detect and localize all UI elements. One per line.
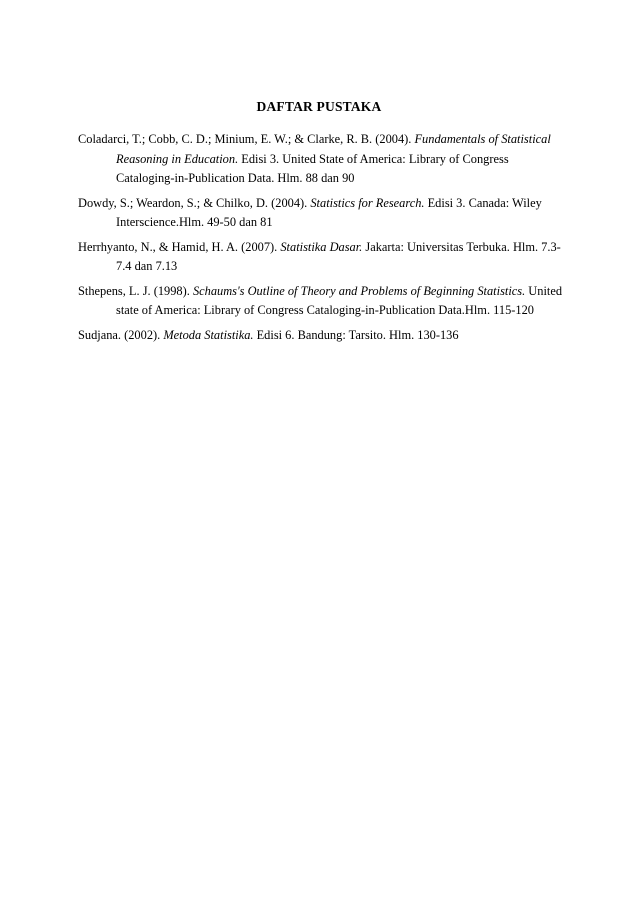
reference-publication-details: Edisi 3. Canada: Wiley Interscience.Hlm. 49-50 dan 81 [116,195,542,229]
reference-publication-details: Edisi 6. Bandung: Tarsito. Hlm. 130-136 [253,327,459,342]
page-title: DAFTAR PUSTAKA [256,99,382,114]
reference-list [78,130,563,350]
reference-entry [78,194,563,233]
reference-entry [78,238,563,277]
reference-entry [78,130,563,189]
reference-title: Fundamentals of Statistical Reasoning in Education. [116,132,551,166]
reference-authors-year: Sthepens, L. J. (1998). [78,283,193,298]
reference-authors-year: Sudjana. (2002). [78,327,164,342]
reference-authors-year: Dowdy, S.; Weardon, S.; & Chilko, D. (2004). [78,195,311,210]
reference-title: Statistics for Research. [310,195,425,210]
reference-title: Metoda Statistika. [163,327,254,342]
reference-entry [78,282,563,321]
reference-title: Schaums's Outline of Theory and Problems of Beginning Statistics. [192,283,526,298]
reference-title: Statistika Dasar. [280,239,363,254]
reference-publication-details: Edisi 3. United State of America: Library of Congress Cataloging-in-Publication Data. Hlm. 88 dan 90 [116,151,509,185]
reference-authors-year: Coladarci, T.; Cobb, C. D.; Minium, E. W.; & Clarke, R. B. (2004). [78,132,415,146]
reference-entry [78,326,563,346]
reference-authors-year: Herrhyanto, N., & Hamid, H. A. (2007). [78,239,281,254]
reference-publication-details: United state of America: Library of Congress Cataloging-in-Publication Data.Hlm. 115-120 [116,283,563,317]
reference-publication-details: Jakarta: Universitas Terbuka. Hlm. 7.3-7.4 dan 7.13 [116,239,561,273]
